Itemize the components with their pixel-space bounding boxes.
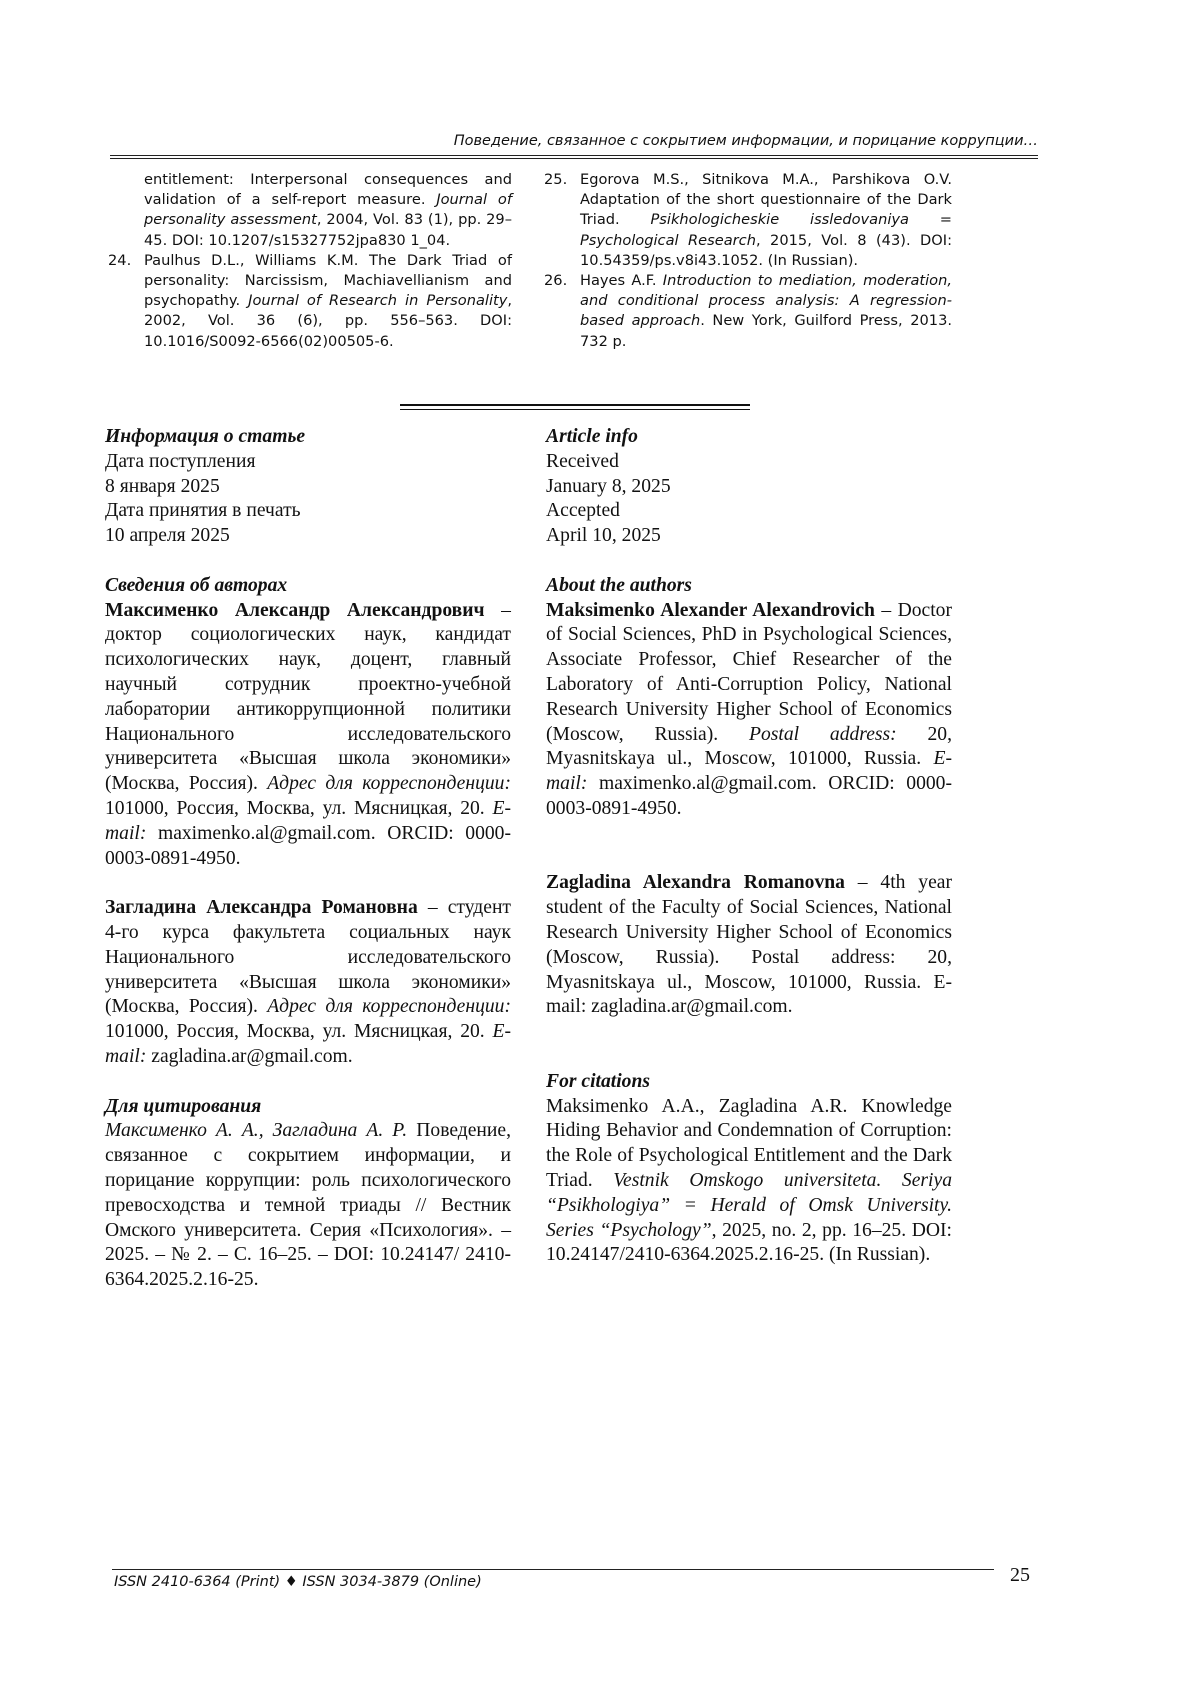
reference-25: 25. Egorova M.S., Sitnikova M.A., Parshikova O.V. Adaptation of the short questionnaire of the Dark Triad. Psikhologicheskie issledovaniya = Psychological Research, 2015, Vol. 8 (43). DOI: 10.54359/ps.v8i43.1052. (In Russian).	[544, 171, 953, 269]
citation: Maksimenko A.A., Zagladina A.R. Knowledge Hiding Behavior and Condemnation of Corruption: the Role of Psychological Entitlement and the Dark Triad. Vestnik Omskogo universiteta. Seriya “Psikhologiya” = Herald of Omsk University. Series “Psychology”, 2025, no. 2, pp. 16–25. DOI: 10.24147/2410-6364.2025.2.16-25. (In Russian).	[546, 1095, 952, 1266]
reference-23-continued: entitlement: Interpersonal consequences and validation of a self-report measure. Journal of personality assessment, 2004, Vol. 83 (1), pp. 29–45. DOI: 10.1207/s15327752jpa830 1_04.	[144, 171, 513, 249]
page-number: 25	[1010, 1564, 1030, 1586]
footer-rule	[112, 1569, 994, 1570]
header-rule	[110, 155, 1038, 156]
info-heading: Article info	[546, 426, 638, 447]
citation-heading: Для цитирования	[105, 1095, 262, 1117]
author-1: Максименко Александр Александрович – доктор социологических наук, кандидат психологических наук, доцент, главный научный сотрудник проектно-учебной лаборатории антикоррупционной политики Национального исследовательского университета «Высшая школа экономики» (Москва, Россия). Адрес для корреспонденции: 101000, Россия, Москва, ул. Мясницкая, 20. E-mail: maximenko.al@gmail.com. ORCID: 0000-0003-0891-4950.	[105, 599, 511, 869]
reference-24: 24. Paulhus D.L., Williams K.M. The Dark Triad of personality: Narcissism, Machiavellianism and psychopathy. Journal of Research in Personality, 2002, Vol. 36 (6), pp. 556–563. DOI: 10.1016/S0092-6566(02)00505-6.	[108, 251, 512, 350]
info-heading: Информация о статье	[105, 426, 306, 447]
author-2: Zagladina Alexandra Romanovna – 4th year student of the Faculty of Social Sciences, National Research University Higher School of Economics (Moscow, Russia). Postal address: 20, Myasnitskaya ul., Moscow, 101000, Russia. E-mail: zagladina.ar@gmail.com.	[546, 872, 953, 1018]
author-2: Загладина Александра Романовна – студент 4-го курса факультета социальных наук Национального исследовательского университета «Высшая школа экономики» (Москва, Россия). Адрес для корреспонденции: 101000, Россия, Москва, ул. Мясницкая, 20. E-mail: zagladina.ar@gmail.com.	[105, 897, 511, 1067]
citation-heading: For citations	[546, 1070, 650, 1092]
article-info-russian: Информация о статье Дата поступления 8 января 2025 Дата принятия в печать 10 апреля 2025 Сведения об авторах Максименко Александр Александрович – доктор социологических наук, кандидат психологических наук, доцент, главный научный сотрудник проектно-учебной лаборатории антикоррупционной политики Национального исследовательского университета «Высшая школа экономики» (Москва, Россия). Адрес для корреспонденции: 101000, Россия, Москва, ул. Мясницкая, 20. E-mail: maximenko.al@gmail.com. ORCID: 0000-0003-0891-4950. Загладина Александра Романовна – студент 4-го курса факультета социальных наук Национального исследовательского университета «Высшая школа экономики» (Москва, Россия). Адрес для корреспонденции: 101000, Россия, Москва, ул. Мясницкая, 20. E-mail: zagladina.ar@gmail.com. Для цитирования Максименко А. А., Загладина А. Р. Поведение, связанное с сокрытием информации, и порицание коррупции: роль психологического превосходства и темной триады // Вестник Омского университета. Серия «Психология». – 2025. – № 2. – С. 16–25. – DOI: 10.24147/ 2410-6364.2025.2.16-25.	[105, 425, 511, 1293]
references-left	[108, 170, 512, 352]
article-info-english: Article info Received January 8, 2025 Accepted April 10, 2025 About the authors Maksimenko Alexander Alexandrovich – Doctor of Social Sciences, PhD in Psychological Sciences, Associate Professor, Chief Researcher of the Laboratory of Anti-Corruption Policy, National Research University Higher School of Economics (Moscow, Russia). Postal address: 20, Myasnitskaya ul., Moscow, 101000, Russia. E-mail: maximenko.al@gmail.com. ORCID: 0000-0003-0891-4950. Zagladina Alexandra Romanovna – 4th year student of the Faculty of Social Sciences, National Research University Higher School of Economics (Moscow, Russia). Postal address: 20, Myasnitskaya ul., Moscow, 101000, Russia. E-mail: zagladina.ar@gmail.com. For citations Maksimenko A.A., Zagladina A.R. Knowledge Hiding Behavior and Condemnation of Corruption: the Role of Psychological Entitlement and the Dark Triad. Vestnik Omskogo universiteta. Seriya “Psikhologiya” = Herald of Omsk University. Series “Psychology”, 2025, no. 2, pp. 16–25. DOI: 10.24147/2410-6364.2025.2.16-25. (In Russian).	[546, 425, 952, 1268]
authors-heading: Сведения об авторах	[105, 574, 288, 596]
issn: ISSN 2410-6364 (Print) ♦ ISSN 3034-3879 (Online)	[114, 1574, 482, 1590]
section-separator	[400, 404, 750, 406]
authors-heading: About the authors	[546, 574, 692, 596]
references-right	[544, 170, 952, 352]
section-separator	[400, 409, 750, 410]
header-rule	[110, 158, 1038, 159]
author-1: Maksimenko Alexander Alexandrovich – Doctor of Social Sciences, PhD in Psychological Sciences, Associate Professor, Chief Researcher of the Laboratory of Anti-Corruption Policy, National Research University Higher School of Economics (Moscow, Russia). Postal address: 20, Myasnitskaya ul., Moscow, 101000, Russia. E-mail: maximenko.al@gmail.com. ORCID: 0000-0003-0891-4950.	[546, 599, 952, 819]
reference-26: 26. Hayes A.F. Introduction to mediation, moderation, and conditional process analysis: A regression-based approach. New York, Guilford Press, 2013. 732 p.	[544, 272, 952, 350]
running-header: Поведение, связанное с сокрытием информации, и порицание коррупции…	[453, 133, 1038, 149]
citation: Максименко А. А., Загладина А. Р. Поведение, связанное с сокрытием информации, и порицание коррупции: роль психологического превосходства и темной триады // Вестник Омского университета. Серия «Психология». – 2025. – № 2. – С. 16–25. – DOI: 10.24147/ 2410-6364.2025.2.16-25.	[105, 1120, 511, 1291]
